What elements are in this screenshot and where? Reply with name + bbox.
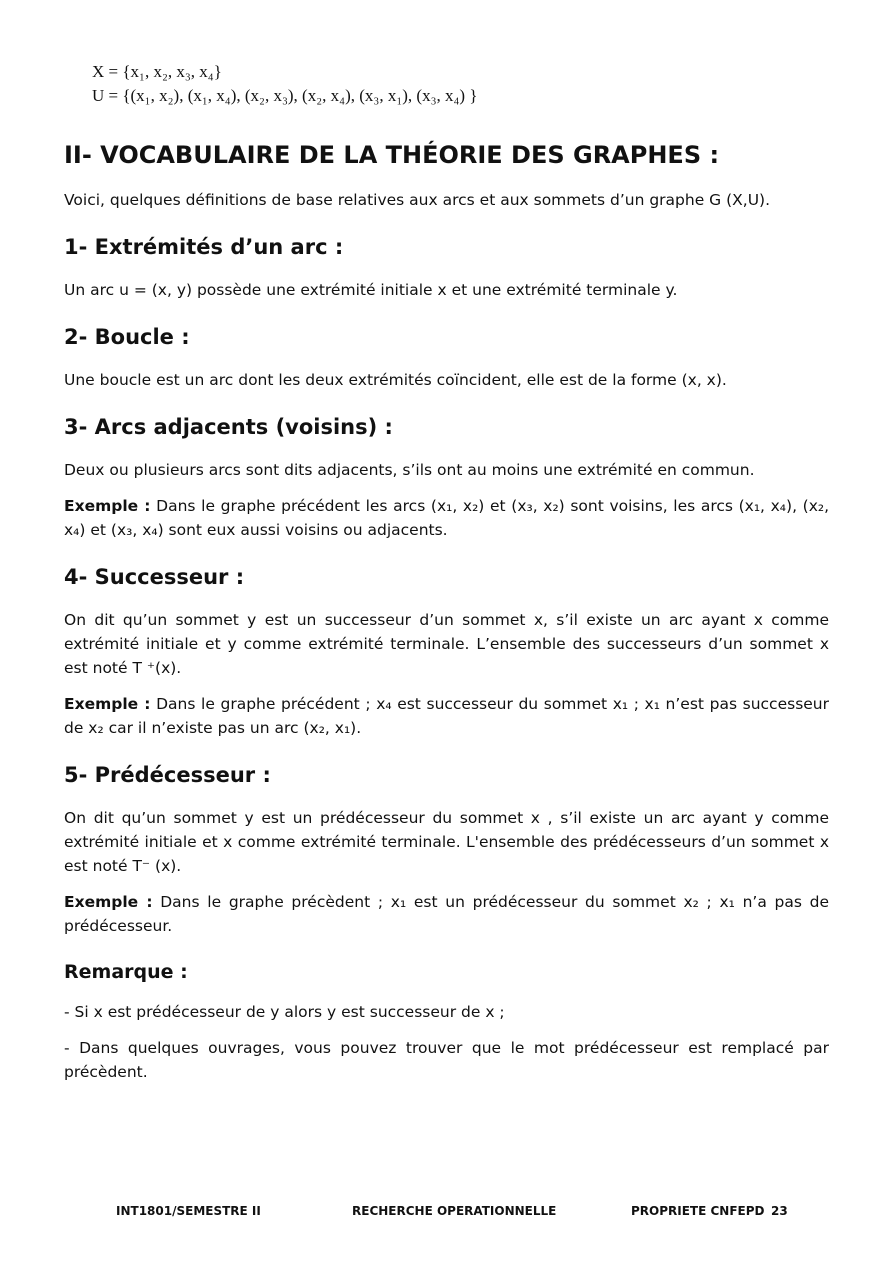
example-text: Dans le graphe précédent ; x₄ est successeur du sommet x₁ ; x₁ n’est pas successeur de x₂ car il n’existe pas un arc (x₂, x₁). xyxy=(64,695,829,737)
example-label: Exemple : xyxy=(64,695,151,713)
heading-predecesseur: 5- Prédécesseur : xyxy=(64,763,271,787)
example-label: Exemple : xyxy=(64,497,151,515)
heading-successeur: 4- Successeur : xyxy=(64,565,245,589)
intro-paragraph: Voici, quelques définitions de base relatives aux arcs et aux sommets d’un graphe G (X,U). xyxy=(64,191,771,209)
heading-boucle: 2- Boucle : xyxy=(64,325,190,349)
remark-item-1: - Si x est prédécesseur de y alors y est successeur de x ; xyxy=(64,1003,505,1021)
footer-course-title: RECHERCHE OPERATIONNELLE xyxy=(352,1204,557,1218)
example-label: Exemple : xyxy=(64,893,153,911)
example-successeur xyxy=(64,692,829,740)
heading-remarque: Remarque : xyxy=(64,961,188,983)
section-title: II- VOCABULAIRE DE LA THÉORIE DES GRAPHES : xyxy=(64,141,720,169)
footer-course-code: INT1801/SEMESTRE II xyxy=(116,1204,261,1218)
paragraph-boucle: Une boucle est un arc dont les deux extrémités coïncident, elle est de la forme (x, x). xyxy=(64,371,727,389)
page-number: 23 xyxy=(771,1204,788,1218)
example-text: Dans le graphe précèdent ; x₁ est un prédécesseur du sommet x₂ ; x₁ n’a pas de prédécesseur. xyxy=(64,893,830,935)
footer-owner: PROPRIETE CNFEPD xyxy=(631,1204,765,1218)
heading-extremites: 1- Extrémités d’un arc : xyxy=(64,235,344,259)
example-arcs-adjacents xyxy=(64,494,829,542)
paragraph-successeur: On dit qu’un sommet y est un successeur d’un sommet x, s’il existe un arc ayant x comme extrémité initiale et y comme extrémité terminale. L’ensemble des successeurs d’un sommet x est noté T ⁺(x). xyxy=(64,611,829,677)
remark-item-2: - Dans quelques ouvrages, vous pouvez trouver que le mot prédécesseur est remplacé par précèdent. xyxy=(64,1039,829,1081)
heading-arcs-adjacents: 3- Arcs adjacents (voisins) : xyxy=(64,415,393,439)
set-u-definition: U = {(x₁, x₂), (x₁, x₄), (x₂, x₃), (x₂, x₄), (x₃, x₁), (x₃, x₄) } xyxy=(92,86,478,105)
document-page xyxy=(64,60,829,1096)
set-x-definition: X = {x₁, x₂, x₃, x₄} xyxy=(92,62,222,81)
example-predecesseur xyxy=(64,890,829,938)
example-text: Dans le graphe précédent les arcs (x₁, x₂) et (x₃, x₂) sont voisins, les arcs (x₁, x₄), (x₂, x₄) et (x₃, x₄) sont eux aussi voisins ou adjacents. xyxy=(64,497,830,539)
paragraph-predecesseur: On dit qu’un sommet y est un prédécesseur du sommet x , s’il existe un arc ayant y comme extrémité initiale et x comme extrémité terminale. L'ensemble des prédécesseurs d’un sommet x est noté T⁻ (x). xyxy=(64,809,829,875)
paragraph-extremites: Un arc u = (x, y) possède une extrémité initiale x et une extrémité terminale y. xyxy=(64,281,678,299)
paragraph-arcs-adjacents: Deux ou plusieurs arcs sont dits adjacents, s’ils ont au moins une extrémité en commun. xyxy=(64,461,755,479)
